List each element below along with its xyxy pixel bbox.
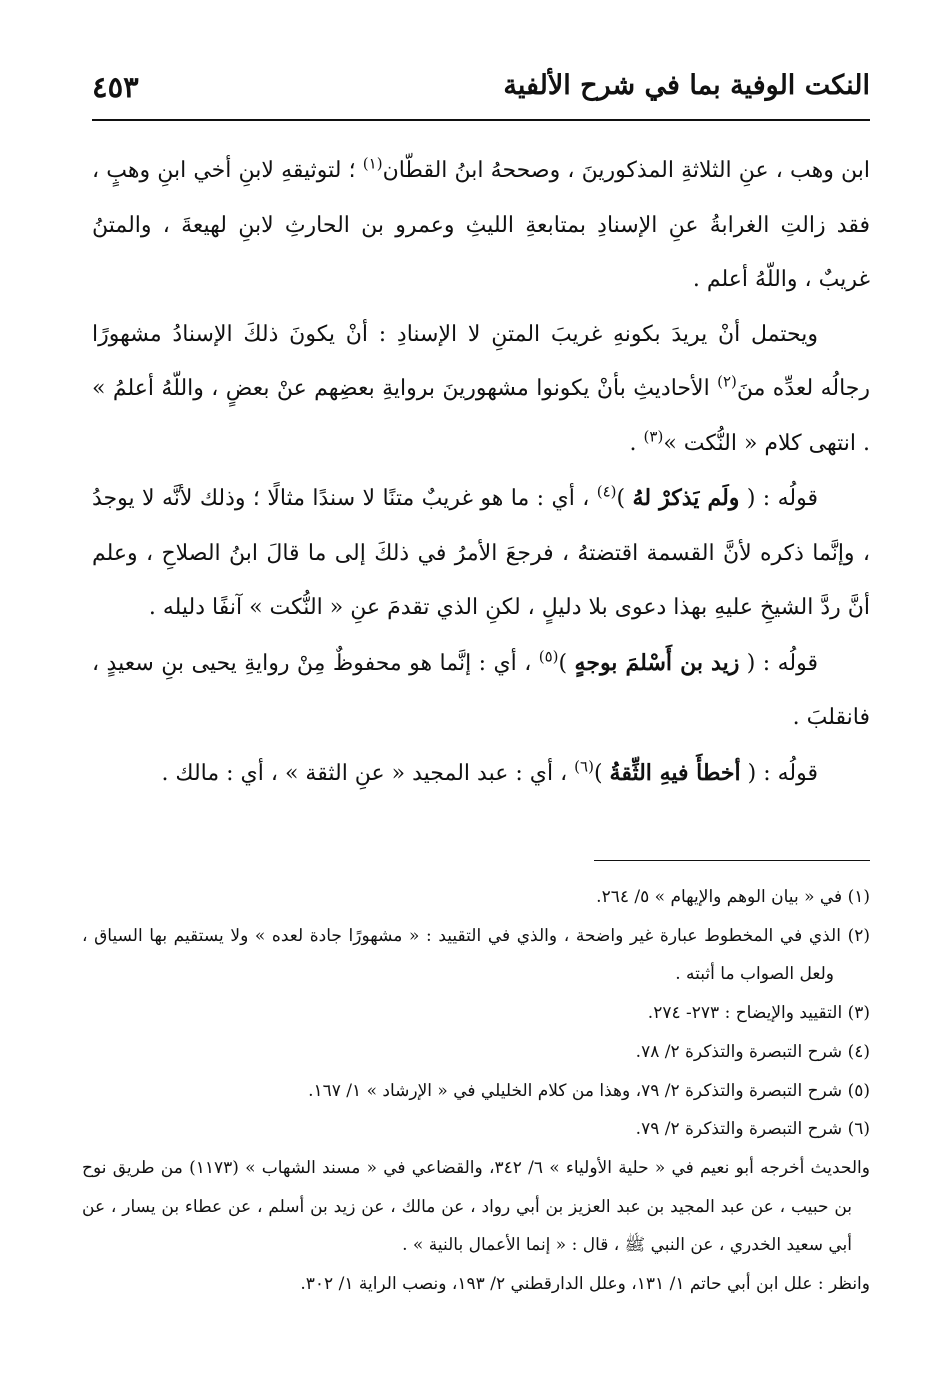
quoted-phrase: أخطأَ فيهِ الثِّقةُ <box>609 759 741 786</box>
footnote-ref-1: (١) <box>362 154 383 173</box>
page-number: ٤٥٣ <box>92 70 139 104</box>
footnote-ref-6: (٦) <box>574 757 594 776</box>
text-span: ابن وهب ، عنِ الثلاثةِ المذكورينَ ، وصححهُ ابنُ القطّان <box>382 158 870 183</box>
footnote-6-continuation: والحديث أخرجه أبو نعيم في « حلية الأولياء » ٦/ ٣٤٢، والقضاعي في « مسند الشهاب » (١١٧٣) من طريق نوح بن حبيب ، عن عبد المجيد بن عبد العزيز بن أبي رواد ، عن مالك ، عن زيد بن أسلم ، عن عطاء بن يسار ، عن أبي سعيد الخدري ، عن النبي ﷺ ، قال : « إنما الأعمال بالنية » . <box>82 1157 870 1256</box>
paragraph-3 <box>92 471 870 636</box>
text-span: ؛ لتوثيقهِ لابنِ أخي ابنِ وهبٍ ، فقد زالتِ الغرابةُ عنِ الإسنادِ بمتابعةِ الليثِ وعمرو بن الحارثِ لابنِ لهيعةَ ، والمتنُ غريبٌ ، واللّهُ أعلم . <box>92 158 870 292</box>
footnote-2: (٢) الذي في المخطوط عبارة غير واضحة ، والذي في التقييد : « مشهورًا جادة لعده » ولا يستقيم بها السياق ، ولعل الصواب ما أثبته . <box>82 925 870 985</box>
text-span: ، أي : إنَّما هو محفوظٌ مِنْ روايةِ يحيى بنِ سعيدٍ ، فانقلبَ . <box>92 650 870 730</box>
footnote-separator <box>594 860 870 861</box>
paragraph-2 <box>92 308 870 472</box>
footnotes <box>82 878 870 1304</box>
footnote-6: (٦) شرح التبصرة والتذكرة ٢/ ٧٩. <box>635 1119 870 1140</box>
footnote-3: (٣) التقييد والإيضاح : ٢٧٣- ٢٧٤. <box>647 1003 870 1024</box>
footnote-ref-5: (٥) <box>538 647 559 666</box>
quote-lead: قولُه : ( <box>739 650 819 676</box>
footnote-ref-3: (٣) <box>643 427 664 446</box>
quote-close: ) <box>616 486 633 511</box>
footnote-ref-2: (٢) <box>717 372 737 391</box>
quote-lead: قولُه : ( <box>739 486 819 511</box>
quote-close: ) <box>558 650 575 676</box>
page-header <box>92 62 870 118</box>
quoted-phrase: ولَم يَذكرْ لهُ <box>632 485 740 511</box>
text-span: ، أي : ما هو غريبٌ متنًا لا سندًا مثالًا ؛ وذلك لأنَّه لا يوجدُ ، وإنَّما ذكره لأنَّ القسمة اقتضتهُ ، فرجعَ الأمرُ في ذلكَ إلى ما قالَ ابنُ الصلاحِ ، وعلم أنَّ ردَّ الشيخِ عليهِ بهذا دعوى بلا دليلٍ ، لكنِ الذي تقدمَ عنِ « النُّكت » آنفًا دليله . <box>92 486 870 620</box>
quoted-phrase: زيد بن أَسْلمَ بوجهٍ <box>574 649 740 676</box>
text-span: ، أي : عبد المجيد « عنِ الثقة » ، أي : مالك . <box>161 760 575 786</box>
footnote-1: (١) في « بيان الوهم والإيهام » ٥/ ٢٦٤. <box>596 887 870 907</box>
header-rule <box>92 119 870 121</box>
paragraph-4 <box>92 636 870 746</box>
text-span: . <box>629 430 644 456</box>
paragraph-1 <box>92 144 870 308</box>
running-title: النكت الوفية بما في شرح الألفية <box>503 70 870 101</box>
quote-lead: قولُه : ( <box>740 760 818 786</box>
footnote-6-see-also: وانظر : علل ابن أبي حاتم ١/ ١٣١، وعلل الدارقطني ٢/ ١٩٣، ونصب الراية ١/ ٣٠٢. <box>300 1274 870 1295</box>
main-text <box>92 144 870 801</box>
text-span: الأحاديثِ بأنْ يكونوا مشهورينَ بروايةِ بعضِهم عنْ بعضٍ ، واللّهُ أعلمُ » . انتهى كلام « النُّكت » <box>92 376 870 456</box>
footnote-4: (٤) شرح التبصرة والتذكرة ٢/ ٧٨. <box>635 1041 870 1062</box>
footnote-ref-4: (٤) <box>596 482 617 501</box>
footnote-5: (٥) شرح التبصرة والتذكرة ٢/ ٧٩، وهذا من كلام الخليلي في « الإرشاد » ١/ ١٦٧. <box>308 1080 870 1101</box>
paragraph-5 <box>92 746 870 802</box>
quote-close: ) <box>593 760 610 786</box>
text-span: ويحتمل أنْ يريدَ بكونهِ غريبَ المتنِ لا الإسنادِ : أنْ يكونَ ذلكَ الإسنادُ مشهورًا رجالُه لعدِّه منَ <box>92 321 870 401</box>
